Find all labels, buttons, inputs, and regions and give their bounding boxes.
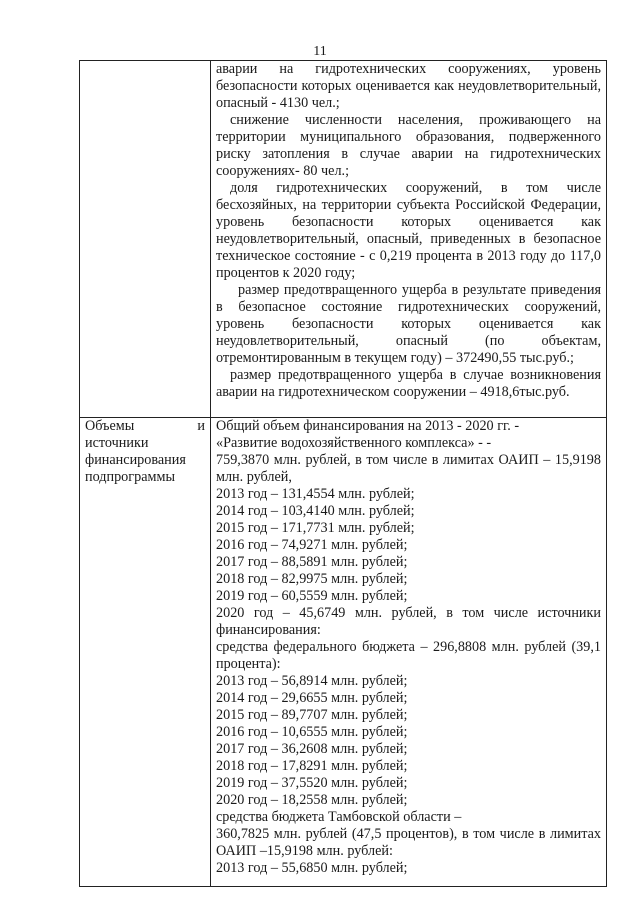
table-cell-left bbox=[80, 418, 211, 887]
indicator-paragraph: размер предотвращенного ущерба в результате приведения в безопасное состояние гидротехнических сооружений, уровень безопасности которых оценивается как неудовлетворительный, опасный (по объектам, отремонтированным в текущем году) – 372490,55 тыс.руб.; bbox=[216, 282, 601, 366]
indicator-paragraph: доля гидротехнических сооружений, в том числе бесхозяйных, на территории субъекта Российской Федерации, уровень безопасности которых оценивается как неудовлетворительный, опасный, приведенных в безопасное техническое состояние - с 0,219 процента в 2013 году до 117,0 процентов к 2020 году; bbox=[216, 180, 601, 281]
table-row bbox=[80, 418, 607, 887]
funding-line: 2015 год – 89,7707 млн. рублей; bbox=[216, 707, 408, 723]
indicator-paragraph: размер предотвращенного ущерба в случае возникновения аварии на гидротехническом сооружении – 4918,6тыс.руб. bbox=[216, 367, 601, 400]
funding-line: средства бюджета Тамбовской области – bbox=[216, 809, 462, 825]
indicator-paragraph: аварии на гидротехнических сооружениях, уровень безопасности которых оценивается как неудовлетворительный, опасный - 4130 чел.; bbox=[216, 61, 601, 111]
funding-line: 2017 год – 88,5891 млн. рублей; bbox=[216, 554, 408, 570]
funding-line: 2017 год – 36,2608 млн. рублей; bbox=[216, 741, 408, 757]
funding-line: 2020 год – 18,2558 млн. рублей; bbox=[216, 792, 408, 808]
funding-line: 2013 год – 55,6850 млн. рублей; bbox=[216, 860, 408, 876]
funding-line: 2013 год – 131,4554 млн. рублей; bbox=[216, 486, 415, 502]
funding-line: 2019 год – 60,5559 млн. рублей; bbox=[216, 588, 408, 604]
funding-line: 2013 год – 56,8914 млн. рублей; bbox=[216, 673, 408, 689]
passport-table bbox=[79, 60, 607, 887]
table-cell-indicators bbox=[211, 61, 607, 418]
funding-line: 2018 год – 82,9975 млн. рублей; bbox=[216, 571, 408, 587]
table-cell-funding bbox=[211, 418, 607, 887]
indicator-paragraph: снижение численности населения, проживающего на территории муниципального образования, подверженного риску затопления в случае аварии на гидротехнических сооружениях- 80 чел.; bbox=[216, 112, 601, 179]
funding-line: «Развитие водохозяйственного комплекса» - - bbox=[216, 435, 492, 451]
funding-line: 2016 год – 74,9271 млн. рублей; bbox=[216, 537, 408, 553]
funding-line: 2019 год – 37,5520 млн. рублей; bbox=[216, 775, 408, 791]
funding-line: 759,3870 млн. рублей, в том числе в лимитах ОАИП – 15,9198 млн. рублей, bbox=[216, 452, 601, 485]
funding-line: 2014 год – 103,4140 млн. рублей; bbox=[216, 503, 415, 519]
funding-label: Объемы и источники финансирования подпрограммы bbox=[85, 418, 205, 485]
funding-line: 2015 год – 171,7731 млн. рублей; bbox=[216, 520, 415, 536]
funding-line: средства федерального бюджета – 296,8808 млн. рублей (39,1 процента): bbox=[216, 639, 601, 672]
funding-line: 2020 год – 45,6749 млн. рублей, в том числе источники финансирования: bbox=[216, 605, 601, 638]
table-row bbox=[80, 61, 607, 418]
funding-line: 2016 год – 10,6555 млн. рублей; bbox=[216, 724, 408, 740]
funding-line: Общий объем финансирования на 2013 - 2020 гг. - bbox=[216, 418, 520, 434]
funding-line: 2018 год – 17,8291 млн. рублей; bbox=[216, 758, 408, 774]
table-cell-left-empty bbox=[80, 61, 211, 418]
page-number: 11 bbox=[313, 44, 327, 59]
funding-line: 360,7825 млн. рублей (47,5 процентов), в том числе в лимитах ОАИП –15,9198 млн. рублей: bbox=[216, 826, 601, 859]
funding-line: 2014 год – 29,6655 млн. рублей; bbox=[216, 690, 408, 706]
